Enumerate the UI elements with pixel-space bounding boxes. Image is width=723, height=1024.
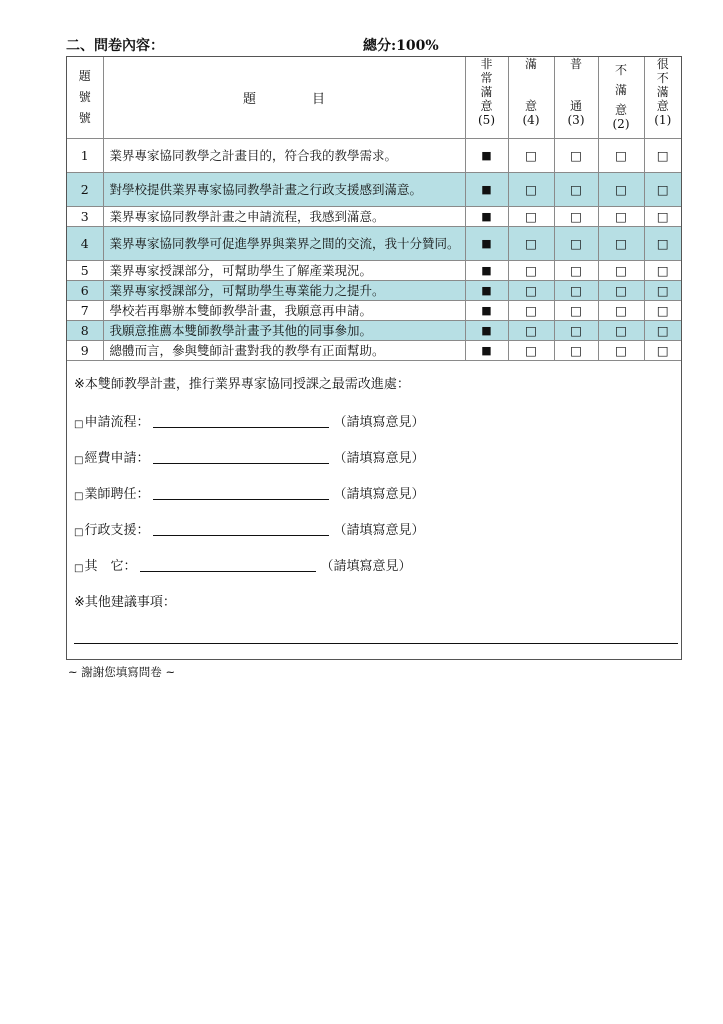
rating-checkbox-1[interactable]: □ [644,227,681,261]
rating-checkbox-3[interactable]: □ [554,139,598,173]
question-number-header: 題 號 號 [67,57,103,139]
rating-checkbox-1[interactable]: □ [644,261,681,281]
rating-checkbox-5[interactable]: ■ [465,281,508,301]
questionnaire-table [67,57,681,361]
rating-checkbox-2[interactable]: □ [598,321,644,341]
table-row [67,281,681,301]
table-row [67,139,681,173]
question-number: 4 [67,227,103,261]
question-text: 學校若再舉辦本雙師教學計畫，我願意再申請。 [103,301,465,321]
scale-header-1: 很 不 滿 意 (1) [644,57,681,139]
checkbox[interactable]: □ [74,527,84,538]
checkbox[interactable]: □ [74,455,84,466]
table-row [67,227,681,261]
fill-in-line[interactable] [153,521,329,536]
question-text: 我願意推薦本雙師教學計畫予其他的同事參加。 [103,321,465,341]
rating-checkbox-4[interactable]: □ [508,207,554,227]
questionnaire-frame [66,56,682,660]
option-application-process [74,411,424,430]
rating-checkbox-1[interactable]: □ [644,341,681,361]
rating-checkbox-3[interactable]: □ [554,301,598,321]
rating-checkbox-5[interactable]: ■ [465,207,508,227]
rating-checkbox-2[interactable]: □ [598,139,644,173]
option-expert-hiring [74,483,424,502]
rating-checkbox-2[interactable]: □ [598,207,644,227]
other-suggestions-line[interactable] [74,643,678,644]
total-score: 總分:100% [363,38,439,54]
question-number: 5 [67,261,103,281]
rating-checkbox-4[interactable]: □ [508,139,554,173]
table-header-row [67,57,681,139]
scale-header-5: 非 常 滿 意 (5) [465,57,508,139]
question-number: 8 [67,321,103,341]
rating-checkbox-2[interactable]: □ [598,281,644,301]
rating-checkbox-5[interactable]: ■ [465,227,508,261]
option-label: 行政支援： [84,523,150,538]
fill-in-line[interactable] [153,485,329,500]
rating-checkbox-4[interactable]: □ [508,321,554,341]
table-row [67,301,681,321]
question-number: 9 [67,341,103,361]
rating-checkbox-3[interactable]: □ [554,207,598,227]
rating-checkbox-1[interactable]: □ [644,139,681,173]
rating-checkbox-1[interactable]: □ [644,281,681,301]
question-text: 業界專家授課部分，可幫助學生了解產業現況。 [103,261,465,281]
fill-in-line[interactable] [153,449,329,464]
rating-checkbox-3[interactable]: □ [554,281,598,301]
rating-checkbox-1[interactable]: □ [644,301,681,321]
table-row [67,207,681,227]
rating-checkbox-2[interactable]: □ [598,261,644,281]
header [66,35,682,55]
rating-checkbox-4[interactable]: □ [508,227,554,261]
question-number: 7 [67,301,103,321]
rating-checkbox-1[interactable]: □ [644,173,681,207]
fill-in-line[interactable] [153,413,329,428]
checkbox[interactable]: □ [74,563,84,574]
rating-checkbox-2[interactable]: □ [598,341,644,361]
table-row [67,321,681,341]
question-text: 業界專家協同教學可促進學界與業界之間的交流，我十分贊同。 [103,227,465,261]
table-row [67,173,681,207]
question-number: 1 [67,139,103,173]
rating-checkbox-5[interactable]: ■ [465,301,508,321]
option-label: 業師聘任： [84,487,150,502]
question-number: 3 [67,207,103,227]
rating-checkbox-1[interactable]: □ [644,321,681,341]
rating-checkbox-5[interactable]: ■ [465,139,508,173]
question-text: 總體而言，參與雙師計畫對我的教學有正面幫助。 [103,341,465,361]
rating-checkbox-4[interactable]: □ [508,261,554,281]
rating-checkbox-5[interactable]: ■ [465,173,508,207]
option-hint: （請填寫意見） [320,559,412,574]
scale-header-3: 普 通 (3) [554,57,598,139]
table-row [67,261,681,281]
rating-checkbox-5[interactable]: ■ [465,341,508,361]
rating-checkbox-3[interactable]: □ [554,261,598,281]
rating-checkbox-4[interactable]: □ [508,341,554,361]
checkbox[interactable]: □ [74,491,84,502]
section-title: 二、問卷內容： [66,38,164,54]
option-hint: （請填寫意見） [333,487,425,502]
table-row [67,341,681,361]
option-label: 申請流程： [84,415,150,430]
option-hint: （請填寫意見） [333,523,425,538]
scale-header-4: 滿 意 (4) [508,57,554,139]
rating-checkbox-3[interactable]: □ [554,321,598,341]
rating-checkbox-2[interactable]: □ [598,301,644,321]
question-number: 2 [67,173,103,207]
rating-checkbox-2[interactable]: □ [598,227,644,261]
rating-checkbox-4[interactable]: □ [508,301,554,321]
rating-checkbox-4[interactable]: □ [508,281,554,301]
question-text: 業界專家協同教學計畫之申請流程，我感到滿意。 [103,207,465,227]
topic-header: 題 目 [103,57,465,139]
fill-in-line[interactable] [140,557,316,572]
question-number: 6 [67,281,103,301]
rating-checkbox-4[interactable]: □ [508,173,554,207]
thank-you-note: ~ 謝謝您填寫問卷 ~ [68,665,176,679]
rating-checkbox-3[interactable]: □ [554,227,598,261]
option-admin-support [74,519,424,538]
option-label: 經費申請： [84,451,150,466]
rating-checkbox-1[interactable]: □ [644,207,681,227]
option-funding [74,447,424,466]
rating-checkbox-5[interactable]: ■ [465,261,508,281]
rating-checkbox-5[interactable]: ■ [465,321,508,341]
option-hint: （請填寫意見） [333,451,425,466]
rating-checkbox-3[interactable]: □ [554,341,598,361]
improvement-title: ※本雙師教學計畫，推行業界專家協同授課之最需改進處： [74,377,410,392]
question-text: 業界專家授課部分，可幫助學生專業能力之提升。 [103,281,465,301]
scale-header-2: 不 滿 意 (2) [598,57,644,139]
question-text: 業界專家協同教學之計畫目的，符合我的教學需求。 [103,139,465,173]
checkbox[interactable]: □ [74,419,84,430]
option-label: 其 它： [84,559,137,574]
option-other [74,555,411,574]
option-hint: （請填寫意見） [333,415,425,430]
rating-checkbox-3[interactable]: □ [554,173,598,207]
question-text: 對學校提供業界專家協同教學計畫之行政支援感到滿意。 [103,173,465,207]
rating-checkbox-2[interactable]: □ [598,173,644,207]
other-suggestions-title: ※其他建議事項： [74,595,176,610]
